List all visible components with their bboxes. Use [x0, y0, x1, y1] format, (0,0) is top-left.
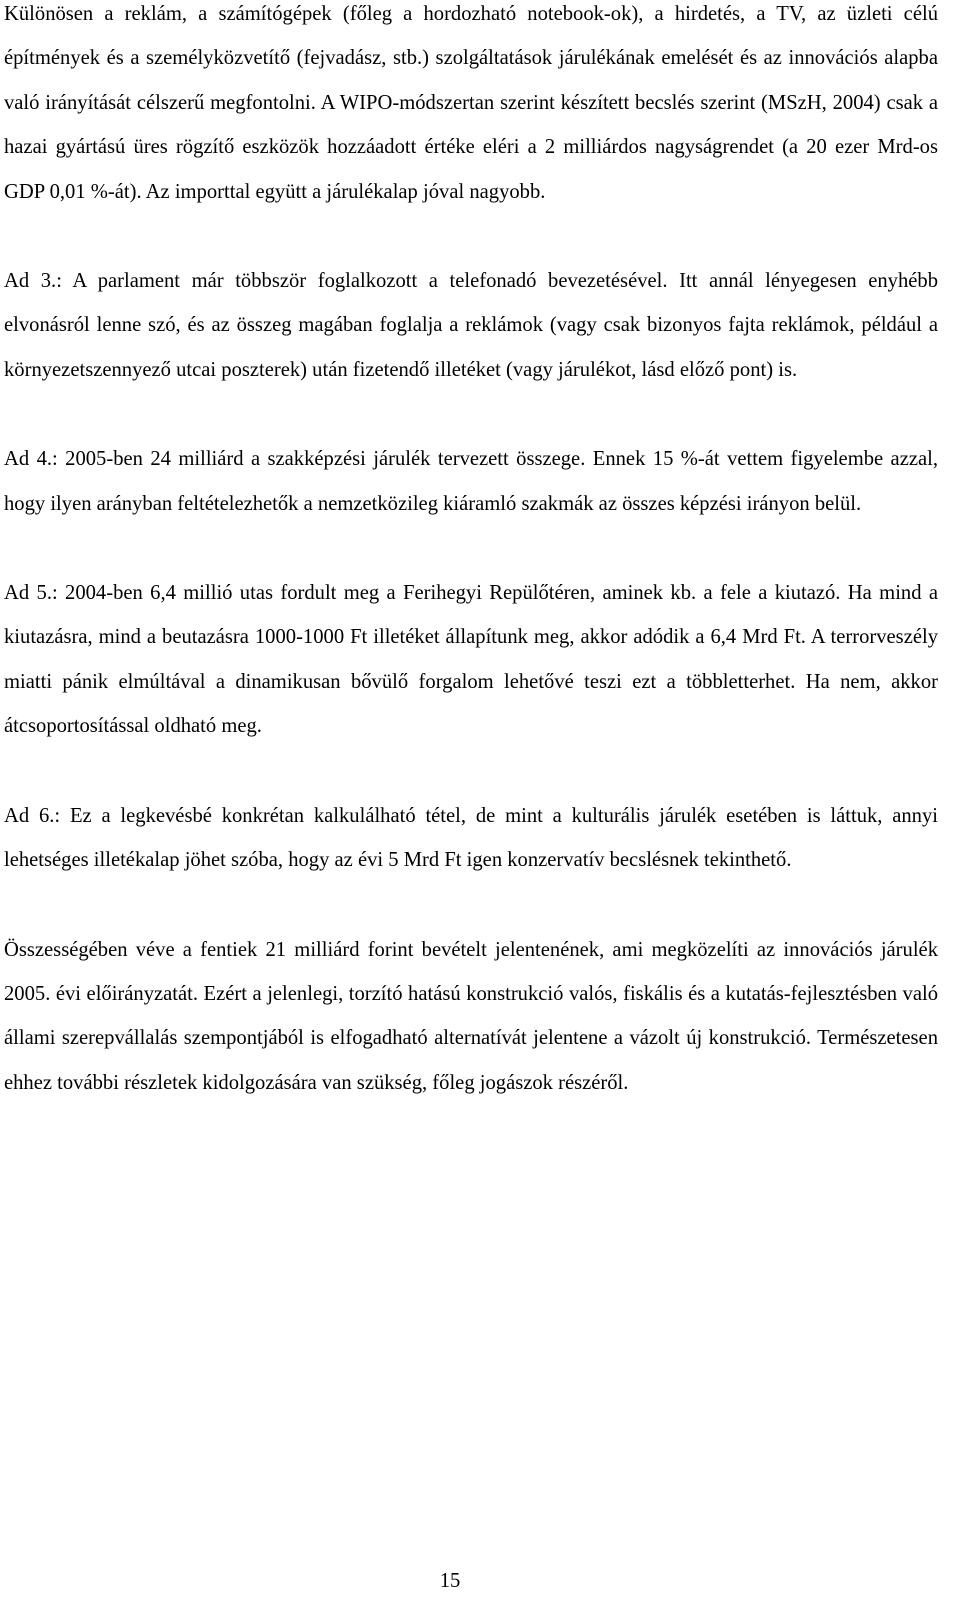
paragraph-ad-4: Ad 4.: 2005-ben 24 milliárd a szakképzési járulék tervezett összege. Ennek 15 %-át vettem figyelembe azzal, hogy ilyen arányban feltételezhetők a nemzetközileg kiáramló szakmák az összes képzési irányon belül. [4, 448, 938, 515]
paragraph-gap [4, 883, 938, 928]
paragraph-gap [4, 392, 938, 437]
paragraph-ad-5: Ad 5.: 2004-ben 6,4 millió utas fordult meg a Ferihegyi Repülőtéren, aminek kb. a fele a kiutazó. Ha mind a kiutazásra, mind a beutazásra 1000-1000 Ft illetéket állapítunk meg, akkor adódik a 6,4 Mrd Ft. A terrorveszély miatti pánik elmúltával a dinamikusan bővülő forgalom lehetővé teszi ezt a többletterhet. Ha nem, akkor átcsoportosítással oldható meg. [4, 582, 938, 738]
document-body [4, 0, 938, 1105]
paragraph-summary: Összességében véve a fentiek 21 milliárd forint bevételt jelentenének, ami megközelíti az innovációs járulék 2005. évi előirányzatát. Ezért a jelenlegi, torzító hatású konstrukció valós, fiskális és a kutatás-fejlesztésben való állami szerepvállalás szempontjából is elfogadható alternatívát jelentene a vázolt új konstrukció. Természetesen ehhez további részletek kidolgozására van szükség, főleg jogászok részéről. [4, 938, 938, 1094]
paragraph-ad-3: Ad 3.: A parlament már többször foglalkozott a telefonadó bevezetésével. Itt annál lényegesen enyhébb elvonásról lenne szó, és az összeg magában foglalja a reklámok (vagy csak bizonyos fajta reklámok, például a környezetszennyező utcai poszterek) után fizetendő illetéket (vagy járulékot, lásd előző pont) is. [4, 270, 938, 381]
page-number: 15 [439, 1570, 461, 1592]
paragraph-ad-6: Ad 6.: Ez a legkevésbé konkrétan kalkulálható tétel, de mint a kulturális járulék esetében is láttuk, annyi lehetséges illetékalap jöhet szóba, hogy az évi 5 Mrd Ft igen konzervatív becslésnek tekinthető. [4, 804, 938, 872]
paragraph-gap [4, 214, 938, 259]
paragraph-gap [4, 526, 938, 571]
paragraph-gap [4, 749, 938, 794]
paragraph-advertising-levy: Különösen a reklám, a számítógépek (főleg a hordozható notebook-ok), a hirdetés, a TV, az üzleti célú építmények és a személyközvetítő (fejvadász, stb.) szolgáltatások járulékának emelését és az innovációs alapba való irányítását célszerű megfontolni. A WIPO-módszertan szerint készített becslés szerint (MSzH, 2004) csak a hazai gyártású üres rögzítő eszközök hozzáadott értéke eléri a 2 milliárdos nagyságrendet (a 20 ezer Mrd-os GDP 0,01 %-át). Az importtal együtt a járulékalap jóval nagyobb. [4, 3, 938, 203]
